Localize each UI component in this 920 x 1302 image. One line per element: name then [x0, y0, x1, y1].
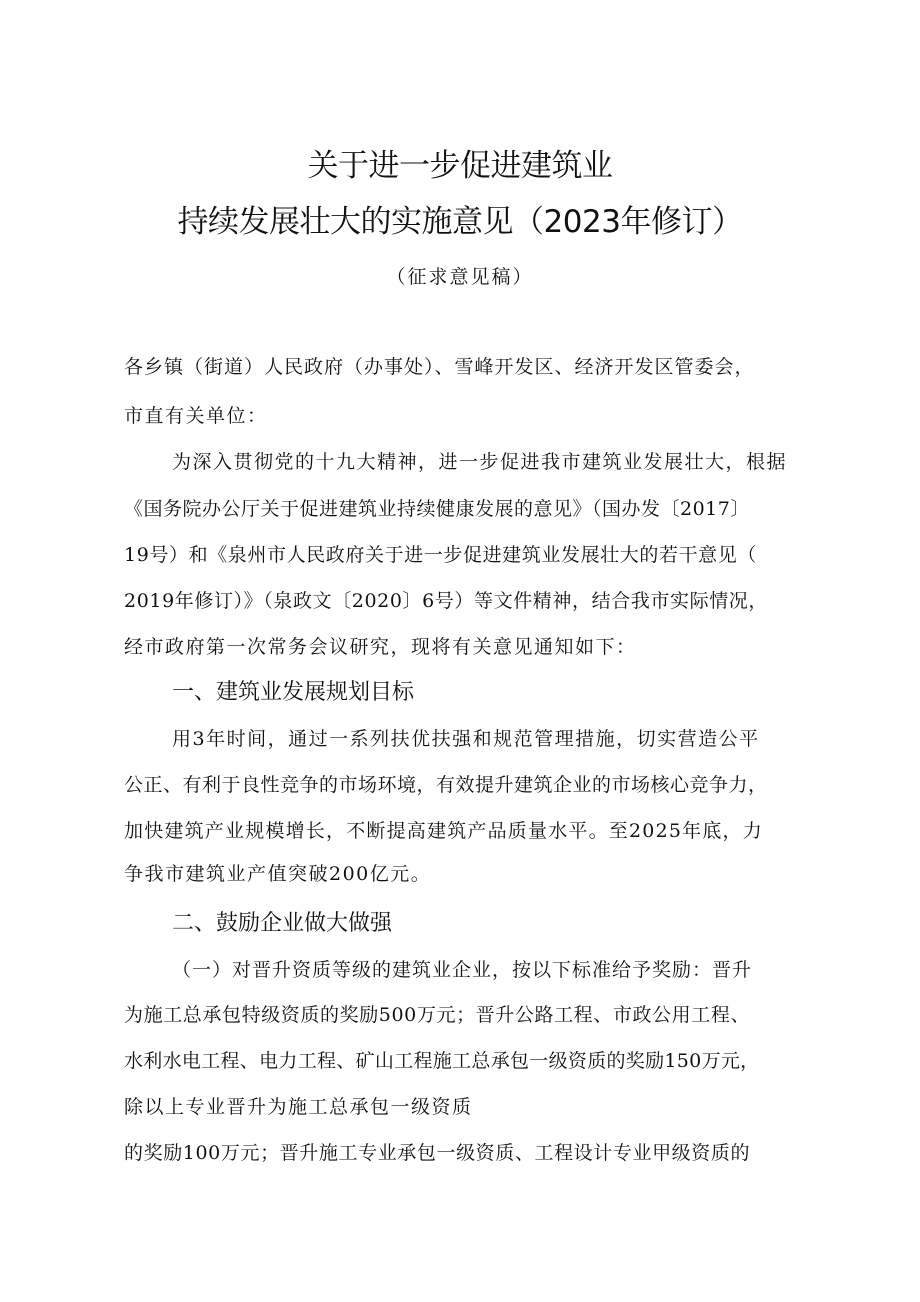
section-2-heading: 二、鼓励企业做大做强 — [172, 911, 393, 936]
addressee-line-1: 各乡镇（街道）人民政府（办事处）、雪峰开发区、经济开发区管委会， — [124, 356, 755, 378]
section-2-line: 为施工总承包特级资质的奖励500万元；晋升公路工程、市政公用工程、 — [124, 1004, 751, 1026]
intro-paragraph-line: 《国务院办公厅关于促进建筑业持续健康发展的意见》（国办发〔2017〕 — [124, 498, 750, 520]
section-2-line: （一）对晋升资质等级的建筑业企业，按以下标准给予奖励：晋升 — [172, 959, 753, 981]
document-title-line-1: 关于进一步促进建筑业 — [307, 148, 613, 184]
section-1-line: 争我市建筑业产值突破200亿元。 — [124, 863, 432, 885]
intro-paragraph-line: 为深入贯彻党的十九大精神，进一步促进我市建筑业发展壮大，根据 — [172, 451, 788, 473]
section-2-line: 除以上专业晋升为施工总承包一级资质 — [124, 1096, 473, 1118]
section-1-heading: 一、建筑业发展规划目标 — [172, 680, 415, 705]
section-1-line: 公正、有利于良性竞争的市场环境，有效提升建筑企业的市场核心竞争力， — [124, 774, 768, 796]
section-2-line: 水利水电工程、电力工程、矿山工程施工总承包一级资质的奖励150万元， — [124, 1050, 760, 1072]
document-title-line-2: 持续发展壮大的实施意见（2023年修订） — [177, 204, 743, 240]
intro-paragraph-line: 经市政府第一次常务会议研究，现将有关意见通知如下： — [124, 636, 637, 658]
intro-paragraph-line: 2019年修订）》（泉政文〔2020〕6号）等文件精神，结合我市实际情况， — [124, 590, 768, 612]
section-2-line: 的奖励100万元；晋升施工专业承包一级资质、工程设计专业甲级资质的 — [124, 1142, 751, 1164]
intro-paragraph-line: 19号）和《泉州市人民政府关于进一步促进建筑业发展壮大的若干意见（ — [124, 544, 757, 566]
section-1-line: 用3年时间，通过一系列扶优扶强和规范管理措施，切实营造公平 — [172, 728, 760, 750]
addressee-line-2: 市直有关单位： — [124, 405, 268, 427]
section-1-line: 加快建筑产业规模增长，不断提高建筑产品质量水平。至2025年底，力 — [124, 820, 763, 842]
document-subtitle: （征求意见稿） — [386, 266, 534, 288]
